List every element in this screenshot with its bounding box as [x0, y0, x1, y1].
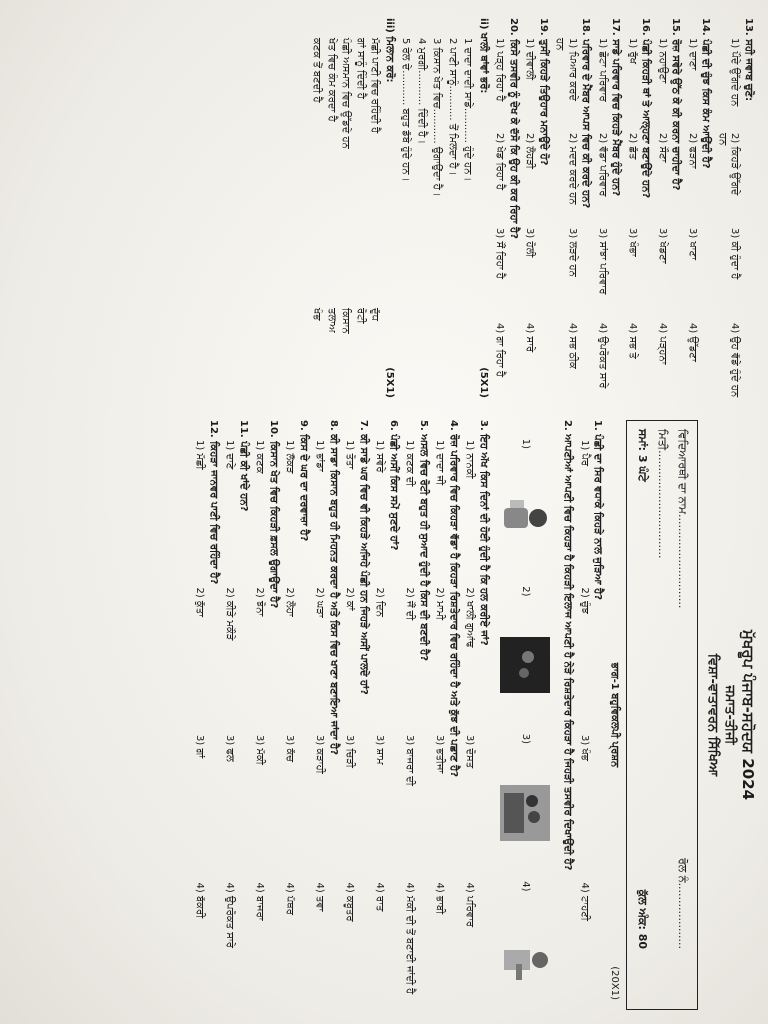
match-left: ਖੇਤ ਵਿਚ ਕੰਮ ਕਰਦਾ ਹੈ: [326, 38, 337, 122]
option: 2) ਮਾਮੀ: [434, 587, 446, 620]
question-15: [656, 18, 682, 398]
option: 2) ਜੌਂ ਦੀ: [404, 587, 416, 621]
option: 3) ਗਾਂ: [194, 735, 206, 759]
question-options: [223, 420, 236, 1010]
option: 3) ਕੱਚ: [284, 735, 296, 763]
question-text: 16. ਪੰਛੀ ਕਿਹੜੀ ਥਾਂ ਤੇ ਆਲ੍ਹਣਾ ਬਣਾਉਂਦੇ ਹਨ?: [640, 18, 652, 199]
match-row: [368, 38, 381, 398]
option: 1) ਦਾਣੇ: [224, 440, 236, 470]
option: 4) ਭਾਬੀ: [434, 882, 446, 915]
question-text: 3. ਇਹ ਅੱਖ ਕਿਸ ਦਿਨਾਂ ਦੀ ਹੋਈ ਹੁੰਦੀ ਹੈ ਕਿ ਹਲ ਕਰੀਏ ਜਾਂ?: [477, 420, 489, 646]
matching-title: [383, 18, 396, 398]
question-18: [553, 18, 592, 398]
question-options: [686, 18, 699, 398]
option: 3) ਸ਼ਾਮ: [374, 735, 386, 765]
question-7: [343, 420, 369, 1010]
option: 2) ਛੱਤ: [627, 133, 638, 160]
section-1-title: [607, 420, 620, 1010]
question-17: [596, 18, 622, 398]
question-19: [523, 18, 549, 398]
option: 2) ਲੋਹੜੀ: [524, 133, 536, 169]
option: 1) ਲੱਕੜ: [284, 440, 296, 474]
option: 1) ਦੀਵਾਲੀ: [524, 38, 536, 80]
question-options: [283, 420, 296, 1010]
match-row: [310, 38, 323, 398]
option: 3) ਬਾਜਰਾ ਦੀ: [404, 735, 416, 786]
match-right: ਤਲਾਅ: [326, 308, 337, 333]
blank-item: 3 ਕਿਸਾਨ ਖੇਤ ਵਿਚ........... ਉਗਾਉਂਦਾ ਹੈ।: [431, 38, 443, 197]
option: 1) ਦਾਣਾ: [687, 38, 698, 71]
thumb-dark-photo: [497, 634, 552, 696]
question-options: [596, 18, 609, 398]
option: 3) ਖਾਣਾ: [687, 228, 698, 261]
question-options: [193, 420, 206, 1010]
student-name-field: ਵਿਦਿਆਰਥੀ ਦਾ ਨਾਮ...........................: [675, 429, 689, 609]
match-right: ਰੋਟੀ: [355, 308, 366, 324]
matching-section: [310, 18, 395, 398]
question-text: 13. ਸਹੀ ਜਵਾਬ ਚੁਣੋ:: [743, 18, 754, 102]
option: 2) ਕਿਹੜੇ ਉੱਗਦੇ ਹਨ: [717, 133, 741, 196]
question-text: 19. ਤੁਸੀਂ ਕਿਹੜੇ ਤਿਉਹਾਰ ਮਨਾਉਂਦੇ ਹੋ?: [538, 18, 549, 166]
option: 2) ਚੁੰਝ: [578, 587, 590, 614]
option: 1) ਭਾਂਡਾ: [314, 440, 326, 472]
question-options: [716, 18, 741, 398]
exam-page-right: [308, 18, 758, 398]
option: 4) ਬੱਕਰੀ: [194, 882, 206, 919]
option: 3) ਸਾਂਝਾ ਪਰਿਵਾਰ: [597, 228, 608, 295]
option: 4) ਰਾਤ: [374, 882, 386, 912]
option: 1) ਰੁੱਖ: [627, 38, 638, 64]
question-text: 8. ਕੀ ਸਾਡਾ ਕਿਸਾਨ ਬਹੁਤ ਹੀ ਮਿਹਨਤ ਕਰਦਾ ਹੈ ਅਤੇ ਕਿਸ ਵਿਚ ਖਾਣਾ ਬਣਾਇਆ ਜਾਂਦਾ ਹੈ?: [327, 420, 339, 756]
option: 2) ਖੇਡ ਰਿਹਾ ਹੈ: [494, 133, 506, 191]
exam-header: [704, 420, 757, 1010]
match-left: ਮੱਛੀ ਪਾਣੀ ਵਿਚ ਰਹਿੰਦੀ ਹੈ: [369, 38, 381, 134]
question-options: [626, 18, 639, 398]
question-text: 18. ਪਰਿਵਾਰ ਦੇ ਮੈਂਬਰ ਆਪਸ ਵਿਚ ਕੀ ਕਰਦੇ ਹਨ?: [580, 18, 592, 209]
matching-marks: (5X1): [384, 367, 395, 398]
total-marks-label: ਕੁੱਲ ਅੰਕ: 80: [635, 889, 649, 949]
question-14: [686, 18, 712, 398]
question-text: 9. ਕਿਸ ਦੇ ਘਰ ਦਾ ਦਰਵਾਜ਼ਾ ਹੈ?: [297, 420, 309, 542]
option: 3) ਲੜਦੇ ਹਨ: [567, 228, 578, 277]
blank-item: 2 ਪਾਣੀ ਸਾਨੂੰ........... ਤੋਂ ਮਿਲਦਾ ਹੈ।: [447, 38, 458, 176]
question-text: 5. ਅਸਲ ਵਿਚ ਰੋਟੀ ਬਹੁਤ ਹੀ ਸੁਆਦ ਹੁੰਦੀ ਹੈ ਕਿਸ ਦੀ ਬਣਦੀ ਹੈ?: [417, 420, 429, 662]
header-line-3: ਵਿਸ਼ਾ-ਵਾਤਾਵਰਨ ਸਿੱਖਿਆ: [705, 653, 720, 777]
option: 4) ਤਵਾ: [314, 882, 326, 912]
fill-in-blanks-section: [399, 18, 489, 398]
header-line-2: ਜਮਾਤ-ਤੀਜੀ: [722, 685, 738, 745]
option: 1) ਤੋਤਾ: [344, 440, 356, 470]
option: 3) ਖੰਭਾ: [627, 228, 638, 257]
option: 4) ਸਾਰੇ: [524, 323, 536, 353]
option: 1) ਪੌਦੇ ਉੱਗਦੇ ਹਨ: [729, 38, 741, 107]
option: 1) ਪੈਰ: [578, 440, 590, 467]
question-text: 14. ਪੰਛੀ ਦੀ ਚੁੰਝ ਕਿਸ ਕੰਮ ਆਉਂਦੀ ਹੈ?: [700, 18, 712, 169]
question-options: [403, 420, 416, 1010]
option: 2) ਸੌਣਾ: [657, 133, 668, 163]
match-left: ਕਣਕ ਤੋਂ ਬਣਦੀ ਹੈ: [311, 38, 323, 103]
question-options: [523, 18, 536, 398]
match-left: ਗਾਂ ਸਾਨੂੰ ਦਿੰਦੀ ਹੈ: [355, 38, 366, 99]
question-text: 11. ਪੰਛੀ ਕੀ ਖਾਂਦੇ ਹਨ?: [237, 420, 249, 512]
fill-in-blanks-heading: ii) ਖਾਲੀ ਥਾਂਵਾਂ ਭਰੋ:: [478, 18, 489, 94]
question-options: [373, 420, 386, 1010]
question-13: [716, 18, 755, 398]
option: 3) ਕੀ ਹੁੰਦਾ ਹੈ: [729, 228, 741, 280]
question-text: 2. ਆਪਣੀਆਂ ਆਪਣੀ ਵਿਚ ਕਿਹੜਾ ਹੈ ਕਿਹੜੀ ਇਲਾਜ ਆਪਣੀ ਹੈ ਨੇੜੇ ਰਿਸ਼ਤੇਦਾਰ ਕਿਹੜਾ ਹੈ ਜਿਹੜੀ ਤਸਵੀਰ ਦਿਖਾਉਂਦੀ ਹੈ?: [562, 420, 574, 871]
match-right: ਖੰਭ: [311, 308, 323, 321]
question-text: 17. ਸਾਡੇ ਪਰਿਵਾਰ ਵਿਚ ਕਿਹੜੇ ਮੈਂਬਰ ਹੁੰਦੇ ਹਨ?: [610, 18, 622, 197]
option: 3) ਭਤੀਜਾ: [434, 735, 446, 774]
question-options: [553, 18, 578, 398]
roll-number-field: ਰੋਲ ਨੰ...................: [675, 857, 689, 949]
option: 4) ਉਪਰੋਕਤ ਸਾਰੇ: [224, 882, 236, 948]
option: 3) ਦੋਸਤ: [464, 735, 476, 769]
question-1: [577, 420, 603, 1010]
option: 4): [520, 881, 531, 892]
option: 1) ਨਾਨਕੀ: [464, 440, 476, 479]
option: 2) ਦਿਨ: [374, 587, 386, 618]
option: 3) ਫਲ: [224, 735, 236, 762]
option: 4) ਸਭ ਠੀਕ: [567, 323, 578, 369]
question-10: [253, 420, 279, 1010]
option: 4) ਉਹ ਵੱਡੇ ਹੁੰਦੇ ਹਨ: [729, 323, 741, 398]
header-line-1: ਮੁੱਖਰੂਪ ਪੰਜਾਬ-ਸਹੋਦਯ 2024: [739, 629, 757, 801]
question-12: [193, 420, 219, 1010]
question-11: [223, 420, 249, 1010]
match-right: ਕਿਸਾਨ: [340, 308, 352, 334]
option: 1) ਸਵੇਰੇ: [374, 440, 386, 473]
option: 1) ਕਣਕ: [254, 440, 266, 474]
question-options: [313, 420, 326, 1010]
option: 3) ਮੱਕੀ: [254, 735, 266, 765]
question-8: [313, 420, 339, 1010]
question-options: [343, 420, 356, 1010]
question-16: [626, 18, 652, 398]
blank-item: 1 ਦਾਦਾ ਦਾਦੀ ਸਾਡੇ........... ਹੁੰਦੇ ਹਨ।: [462, 38, 474, 182]
option: 4) ਗਾ ਰਿਹਾ ਹੈ: [494, 323, 506, 378]
option: 3) ਹੋਲੀ: [524, 228, 536, 258]
question-text: 15. ਰੋਜ਼ ਸਵੇਰੇ ਉੱਠ ਕੇ ਕੀ ਕਰਨਾ ਚਾਹੀਦਾ ਹੈ?: [670, 18, 682, 191]
option: 3) ਚਿੜੀ: [344, 735, 356, 768]
option: 2) ਝੋਨਾ: [254, 587, 266, 617]
question-2-image-row: [495, 420, 555, 1010]
thumb-elder-illustration: [497, 929, 552, 991]
match-row: [354, 38, 367, 398]
option: 4) ਮੱਕੀ ਦੀ ਤੋਂ ਬਣਾਈ ਜਾਂਦੀ ਹੈ: [404, 882, 416, 995]
question-text: 4. ਰੋਜ਼ ਪਰਿਵਾਰ ਵਿਚ ਕਿਹੜਾ ਵੱਡਾ ਹੈ ਕਿਹੜਾ ਰਿਸ਼ਤੇਦਾਰ ਵਿਚ ਰਹਿੰਦਾ ਹੈ ਅਤੇ ਕੁੱਝ ਦੀ ਪਛਾਣ ਹੈ?: [447, 420, 459, 778]
question-options: [577, 420, 590, 1010]
option: 1) ਛੋਟਾ ਪਰਿਵਾਰ: [597, 38, 608, 102]
question-text: 6. ਪੰਛੀ ਅਸੀਂ ਕਿਸ ਸਮੇਂ ਸੁਣਦੇ ਹਾਂ?: [387, 420, 399, 551]
question-text: 7. ਕੀ ਸਾਡੇ ਘਰ ਵਿਚ ਵੀ ਕਿਹੜੇ ਅਜਿਹੇ ਪੰਛੀ ਹਨ ਜਿਹੜੇ ਅਸੀਂ ਪਾਲਦੇ ਹਾਂ?: [357, 420, 369, 695]
question-text: 1. ਪੰਛੀ ਦਾ ਸਿਰ ਵਧਾਕੇ ਕਿਹੜੇ ਨਾਲ ਜੁੜਿਆ ਹੈ?: [592, 420, 604, 601]
question-text: 10. ਕਿਸਾਨ ਖੇਤ ਵਿਚ ਕਿਹੜੀ ਫ਼ਸਲ ਉਗਾਉਂਦਾ ਹੈ?: [267, 420, 279, 609]
option: 1) ਮੱਛੀ: [194, 440, 206, 470]
option: 3) ਕੜਾਹੀ: [314, 735, 326, 774]
question-options: [463, 420, 476, 1010]
time-label: ਸਮਾਂ: 3 ਘੰਟੇ: [635, 429, 649, 482]
thumb-family-photo: [497, 782, 552, 844]
match-row: [325, 38, 338, 398]
option: 4) ਪੜ੍ਹਨਾ: [657, 323, 668, 365]
question-text: 20. ਕਿਸੇ ਤਸਵੀਰ ਨੂੰ ਦੇਖ ਕੇ ਦੱਸੋ ਕਿ ਉਹ ਕੀ ਕਰ ਰਿਹਾ ਹੈ?: [508, 18, 519, 239]
option: 2) ਵੱਡਾ ਪਰਿਵਾਰ: [597, 133, 608, 197]
option: 2) ਕੁੱਤਾ: [194, 587, 206, 618]
option: 4) ਟਾਹਣੀ: [578, 882, 590, 921]
option: 1) ਨਹਾਉਣਾ: [657, 38, 668, 84]
question-5: [403, 420, 429, 1010]
option: 4) ਪਰਿਵਾਰ: [464, 882, 476, 928]
option: 3) ਸੌਂ ਰਿਹਾ ਹੈ: [494, 228, 506, 280]
option: 2) ਘੜਾ: [314, 587, 326, 618]
option: 4) ਕਬੂਤਰ: [344, 882, 356, 922]
question-4: [433, 420, 459, 1010]
exam-page-left: [191, 420, 758, 1010]
option: 4) ਉੱਡਣਾ: [687, 323, 698, 362]
option: 1) ਦਾਦਾ ਜੀ: [434, 440, 446, 486]
match-right: ਦੁੱਧ: [369, 308, 381, 321]
option: 2) ਲੋਹਾ: [284, 587, 296, 617]
option: 3) ਖੇਡਣਾ: [657, 228, 668, 264]
section-1-heading: ਭਾਗ-1 ਬਹੁਵਿਕਲਪੀ ਪ੍ਰਸ਼ਨ: [608, 662, 620, 768]
option: 2) ਫੜਨਾ: [687, 133, 698, 169]
option: 4) ਬਾਜਰਾ: [254, 882, 266, 921]
question-6: [373, 420, 399, 1010]
question-2: [495, 420, 574, 1010]
question-text: 12. ਕਿਹੜਾ ਜਾਨਵਰ ਪਾਣੀ ਵਿਚ ਰਹਿੰਦਾ ਹੈ?: [207, 420, 219, 585]
option: 2) ਕਾਂ: [344, 587, 356, 611]
option: 3): [520, 733, 531, 745]
section-1-marks: (20X1): [608, 966, 620, 1000]
thumb-girl-illustration: [497, 487, 552, 549]
matching-heading: iii) ਮਿਲਾਨ ਕਰੋ:: [384, 18, 395, 83]
option: 4) ਪੱਥਰ: [284, 882, 296, 915]
question-options: [493, 18, 506, 398]
date-field: ਮਿਤੀ...............................: [655, 429, 669, 559]
question-options: [656, 18, 669, 398]
option: 4) ਸਭ ਤੇ: [627, 323, 638, 359]
match-left: ਪੰਛੀ ਅਸਮਾਨ ਵਿਚ ਉੱਡਦੇ ਹਨ: [340, 38, 352, 149]
question-9: [283, 420, 309, 1010]
option: 3) ਖੰਭ: [578, 735, 590, 761]
option: 1) ਪਿਆਰ ਕਰਦੇ ਹਨ: [554, 38, 578, 102]
option: 2): [520, 586, 531, 597]
option: 1) ਕਣਕ ਦੀ: [404, 440, 416, 487]
fill-in-blanks-title: [477, 18, 490, 398]
blank-item: 5 ਰੇਲ ਦੇ........... ਬਹੁਤ ਡੱਬੇ ਹੁੰਦੇ ਹਨ।: [400, 38, 412, 182]
option: 2) ਮਦਦ ਕਰਦੇ ਹਨ: [567, 133, 578, 205]
option: 2) ਕੀੜੇ ਮਕੌੜੇ: [224, 587, 236, 641]
option: 1): [520, 438, 531, 450]
fill-in-blanks-marks: (5X1): [478, 367, 489, 398]
match-row: [339, 38, 352, 398]
option: 4) ਉਪਰੋਕਤ ਸਾਰੇ: [597, 323, 608, 389]
option: 2) ਖਾਲੀ ਗੁਆਂਢ: [464, 587, 476, 648]
question-3: [463, 420, 489, 1010]
question-options: [433, 420, 446, 1010]
student-info-box: [626, 420, 698, 1010]
question-options: [253, 420, 266, 1010]
question-20: [493, 18, 519, 398]
blank-item: 4 ਮੁਰਗੀ........... ਦਿੰਦੀ ਹੈ।: [416, 38, 427, 144]
option: 1) ਪੜ੍ਹ ਰਿਹਾ ਹੈ: [494, 38, 506, 102]
